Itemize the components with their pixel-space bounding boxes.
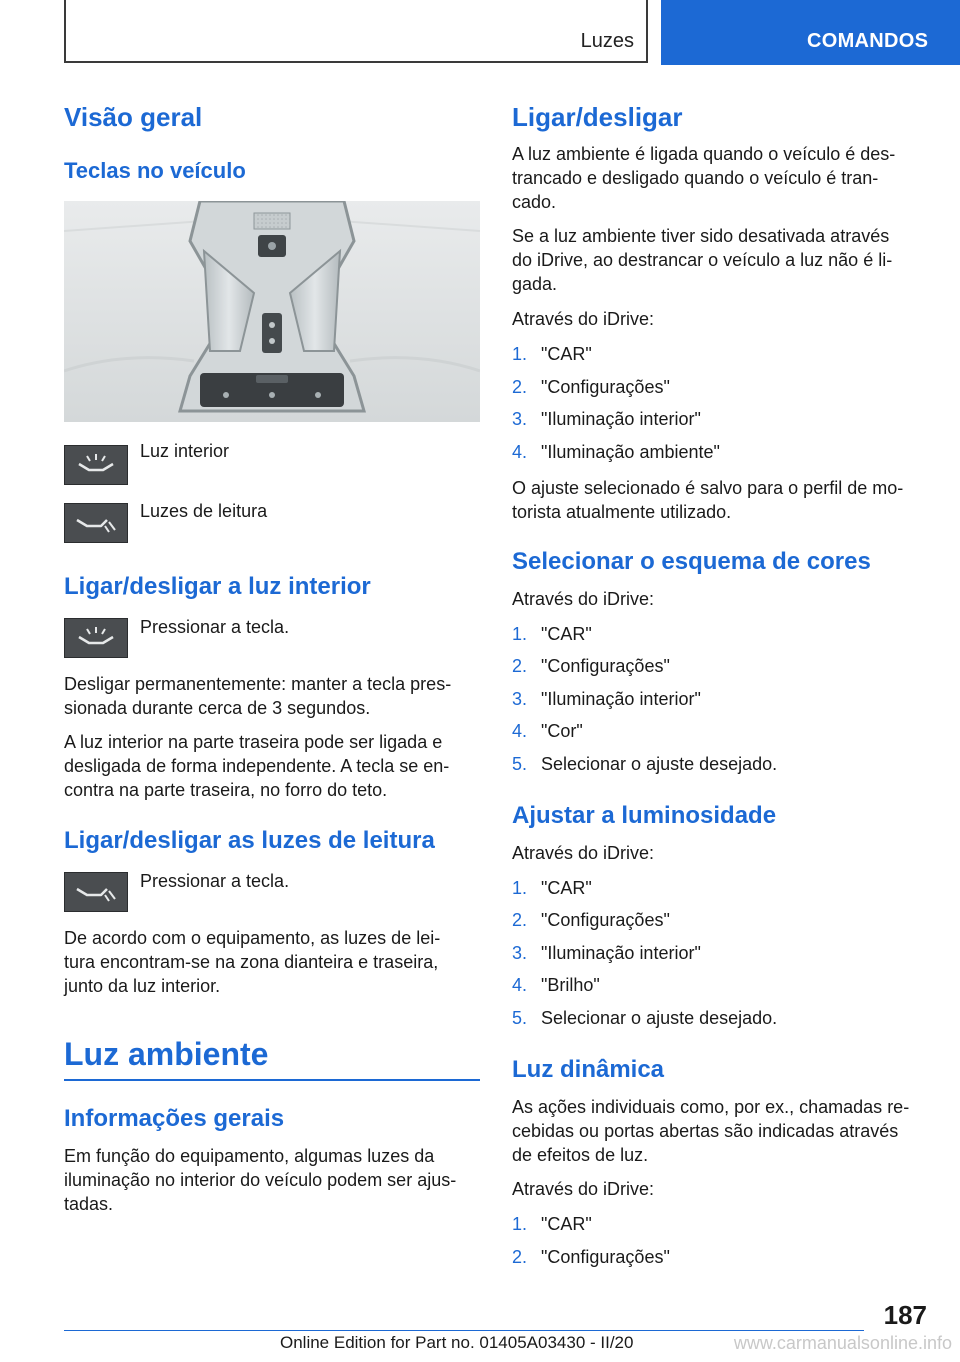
overview-heading: Visão geral xyxy=(64,102,203,132)
onoff-para-2: Se a luz ambiente tiver sido desativada através do iDrive, ao destrancar o veículo a luz não é li- gada. xyxy=(512,226,893,294)
page-number: 187 xyxy=(883,1300,927,1330)
list-item: 4. "Cor" xyxy=(512,721,583,741)
footer-watermark: www.carmanualsonline.info xyxy=(733,1333,952,1353)
header-chapter-tab xyxy=(661,0,960,65)
ambient-heading: Luz ambiente xyxy=(64,1036,269,1072)
interior-para-2: A luz interior na parte traseira pode ser ligada e desligada de forma independente. A tecla se en- contra na parte traseira, no forro do teto. xyxy=(64,732,450,800)
reading-light-icon xyxy=(64,872,128,912)
list-item: 1. "CAR" xyxy=(512,624,592,644)
list-item: 1. "CAR" xyxy=(512,1214,592,1234)
list-item: 2. "Configurações" xyxy=(512,656,670,676)
list-item: 3. "Iluminação interior" xyxy=(512,943,701,963)
interior-para-1: Desligar permanentemente: manter a tecla pres- sionada durante cerca de 3 segundos. xyxy=(64,674,452,718)
reading-light-icon xyxy=(64,503,128,543)
list-item: 4. "Iluminação ambiente" xyxy=(512,442,720,462)
interior-heading: Ligar/desligar a luz interior xyxy=(64,573,371,600)
footer-rule xyxy=(64,1330,864,1331)
brightness-heading: Ajustar a luminosidade xyxy=(512,802,777,829)
roof-console-photo xyxy=(64,201,480,422)
ambient-heading-rule xyxy=(64,1079,480,1081)
key-label-interior: Luz interior xyxy=(140,441,230,461)
interior-light-icon xyxy=(64,618,128,658)
footer-edition: Online Edition for Part no. 01405A03430 - II/20 xyxy=(280,1333,634,1352)
list-item: 2. "Configurações" xyxy=(512,910,670,930)
header-section-title: Luzes xyxy=(580,30,634,52)
brightness-via: Através do iDrive: xyxy=(512,843,655,863)
keys-subheading: Teclas no veículo xyxy=(64,158,246,183)
roof-console-illustration xyxy=(64,201,480,422)
reading-heading: Ligar/desligar as luzes de leitura xyxy=(64,827,435,854)
onoff-para-3: O ajuste selecionado é salvo para o perfil de mo- torista atualmente utilizado. xyxy=(512,478,904,522)
list-item: 3. "Iluminação interior" xyxy=(512,689,701,709)
color-heading: Selecionar o esquema de cores xyxy=(512,548,871,575)
ambient-general-para: Em função do equipamento, algumas luzes da iluminação no interior do veículo podem ser ajus- tadas. xyxy=(64,1146,457,1214)
onoff-via: Através do iDrive: xyxy=(512,309,655,329)
header-chapter-title: COMANDOS xyxy=(807,30,929,52)
header-section-box xyxy=(64,0,648,63)
list-item: 2. "Configurações" xyxy=(512,1247,670,1267)
interior-key-instruction: Pressionar a tecla. xyxy=(140,617,290,637)
list-item: 3. "Iluminação interior" xyxy=(512,409,701,429)
key-label-reading: Luzes de leitura xyxy=(140,501,268,521)
onoff-para-1: A luz ambiente é ligada quando o veículo é des- trancado e desligado quando o veículo é tran- cado. xyxy=(512,144,896,212)
interior-light-icon xyxy=(64,445,128,485)
ambient-general-heading: Informações gerais xyxy=(64,1105,285,1132)
color-via: Através do iDrive: xyxy=(512,589,655,609)
list-item: 4. "Brilho" xyxy=(512,975,600,995)
dynamic-para-1: As ações individuais como, por ex., chamadas re- cebidas ou portas abertas são indicadas através de efeitos de luz. xyxy=(512,1097,910,1165)
list-item: 1. "CAR" xyxy=(512,344,592,364)
list-item: 5. Selecionar o ajuste desejado. xyxy=(512,754,778,774)
list-item: 1. "CAR" xyxy=(512,878,592,898)
dynamic-via: Através do iDrive: xyxy=(512,1179,655,1199)
list-item: 2. "Configurações" xyxy=(512,377,670,397)
reading-para-1: De acordo com o equipamento, as luzes de lei- tura encontram-se na zona dianteira e traseira, junto da luz interior. xyxy=(64,928,441,996)
dynamic-heading: Luz dinâmica xyxy=(512,1056,665,1083)
onoff-heading: Ligar/desligar xyxy=(512,102,683,132)
reading-key-instruction: Pressionar a tecla. xyxy=(140,871,290,891)
list-item: 5. Selecionar o ajuste desejado. xyxy=(512,1008,778,1028)
